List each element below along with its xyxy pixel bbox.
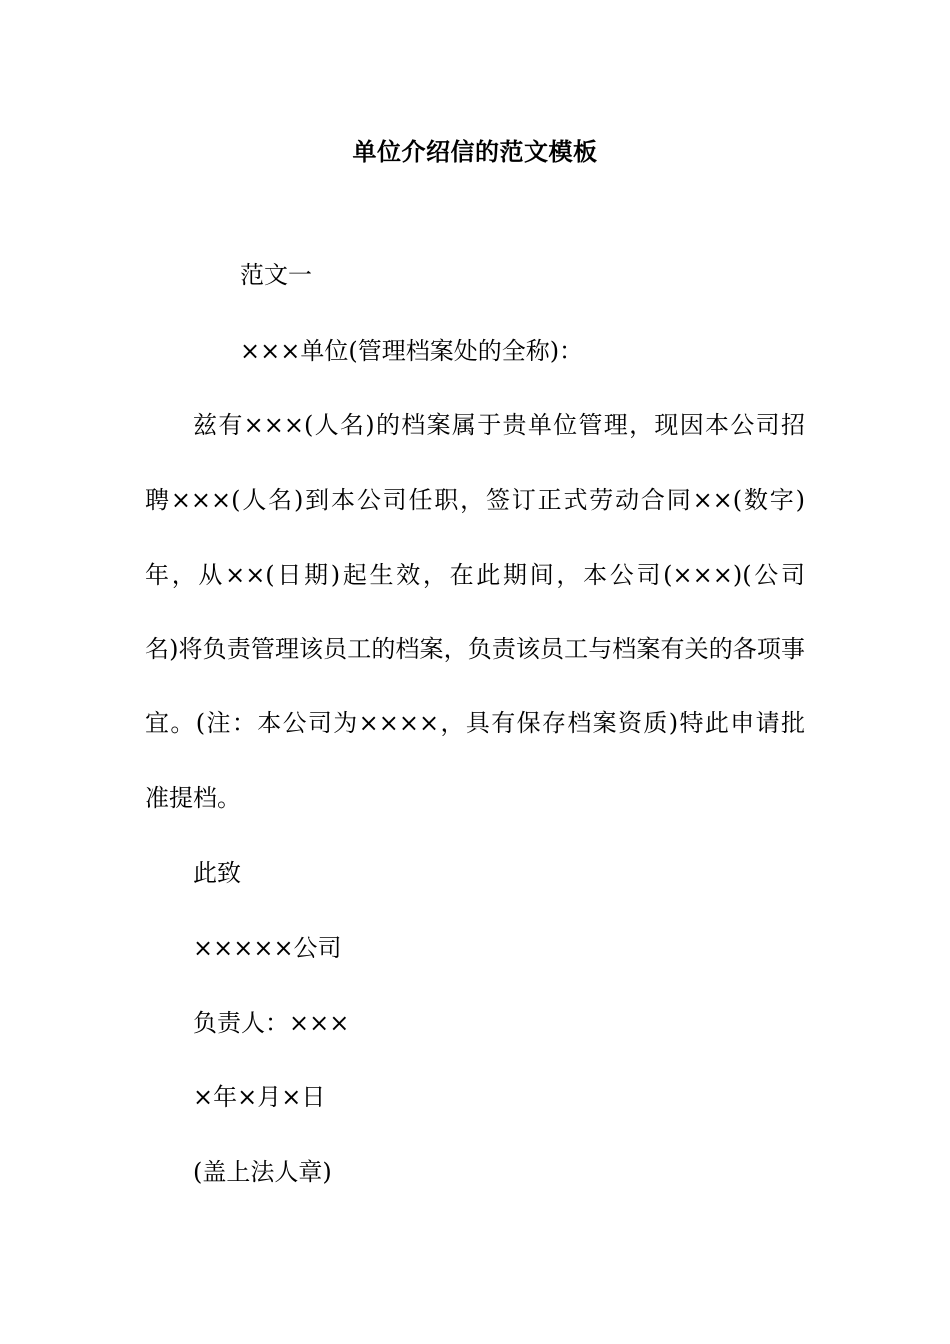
section-label: 范文一	[240, 261, 312, 289]
body-line-5: 宜。(注：本公司为××××，具有保存档案资质)特此申请批	[145, 709, 805, 737]
body-line-3: 年，从××(日期)起生效，在此期间，本公司(×××)(公司	[145, 561, 805, 589]
closing-line: 此致	[193, 859, 241, 887]
date-line: ×年×月×日	[193, 1083, 326, 1111]
document-title: 单位介绍信的范文模板	[352, 137, 598, 166]
responsible-person-line: 负责人：×××	[193, 1009, 350, 1037]
body-line-2: 聘×××(人名)到本公司任职，签订正式劳动合同××(数字)	[145, 486, 805, 514]
seal-note-line: (盖上法人章)	[193, 1158, 332, 1186]
addressee-line: ×××单位(管理档案处的全称)：	[240, 337, 584, 365]
company-line: ×××××公司	[193, 934, 342, 962]
body-line-1: 兹有×××(人名)的档案属于贵单位管理，现因本公司招	[193, 411, 805, 439]
body-line-4: 名)将负责管理该员工的档案，负责该员工与档案有关的各项事	[145, 635, 805, 663]
body-line-6: 准提档。	[145, 784, 241, 812]
